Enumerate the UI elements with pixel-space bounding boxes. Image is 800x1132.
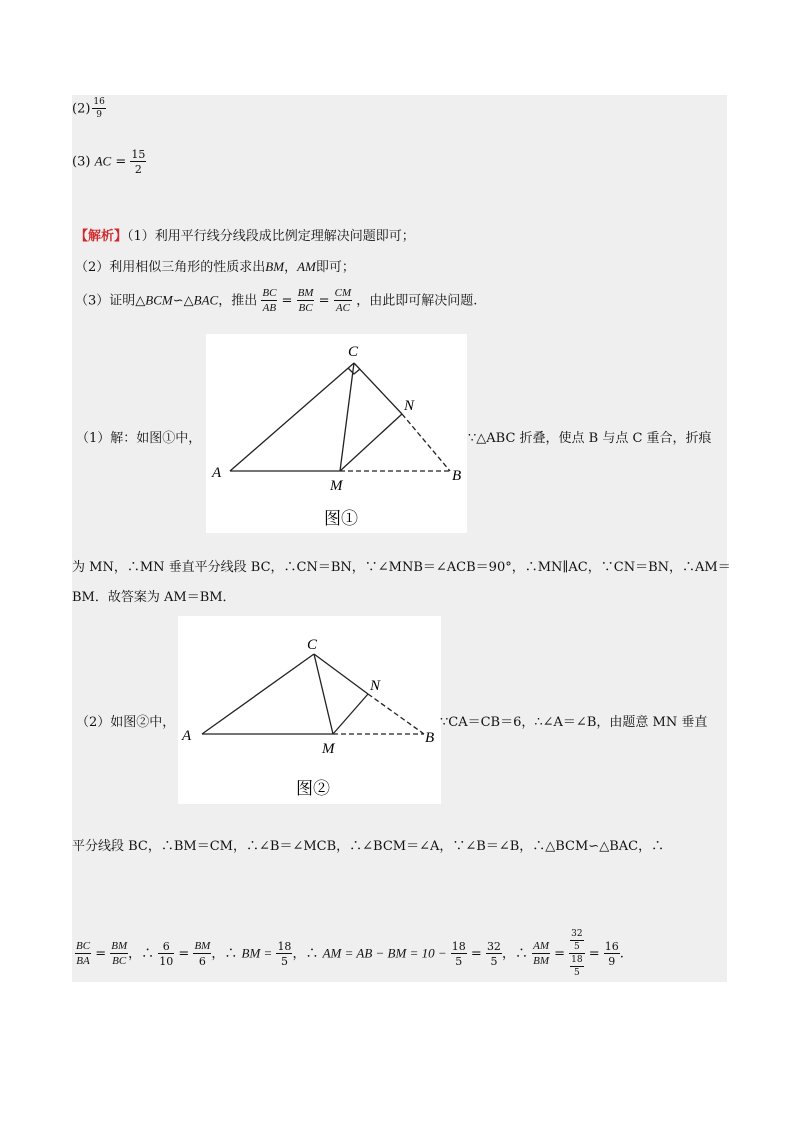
fraction-numerator: 16 [604, 940, 619, 953]
fraction-numerator: CM [334, 287, 352, 299]
fraction-numerator: 18 [277, 940, 292, 953]
period: . [619, 946, 624, 962]
point-label-c: C [307, 637, 318, 653]
solution-text: （1）解：如图①中， [76, 431, 202, 446]
answer-3-lhs: AC [94, 153, 112, 169]
solution-1-cont [468, 430, 712, 448]
analysis-text: ，推出 [218, 293, 258, 309]
figure-1-diagram [206, 334, 467, 533]
solution-1-line-2 [72, 559, 731, 577]
point-label-a: A [212, 465, 222, 481]
solution-1-lead [76, 430, 201, 448]
figure-1 [206, 334, 467, 533]
analysis-text: 即可； [315, 260, 355, 275]
therefore-sep: ，∴ [292, 946, 319, 962]
am-value [486, 941, 502, 967]
fraction-numerator: 18 [571, 955, 583, 965]
segment-ac [230, 363, 354, 471]
analysis-line-3: （3）证明△BCM∽△BAC，推出 $\frac{BC}{AB}$ = $\frac{BM}{BC}$ = $\frac{CM}{AC}$ ，由此即可解决问题. [75, 287, 478, 314]
am-equation-lhs: AM = AB − BM = 10 − [322, 945, 447, 961]
fraction-numerator: AM [533, 940, 549, 952]
answer-2 [72, 98, 106, 120]
am-subtrahend [451, 941, 467, 967]
solution-text: ∵CA＝CB＝6，∴∠A＝∠B，由题意 MN 垂直 [440, 715, 708, 730]
fraction-numerator: BM [111, 940, 128, 952]
fraction-numerator: BM [194, 940, 211, 952]
segment-cm [340, 363, 354, 471]
fraction-denominator: 10 [159, 955, 174, 968]
fraction-numerator: 6 [158, 941, 174, 954]
compound-denominator [569, 954, 584, 978]
comma: ， [284, 260, 298, 275]
fraction-numerator: BM [297, 287, 314, 299]
answer-3-fraction [130, 149, 146, 175]
fraction-denominator: 6 [198, 955, 206, 968]
fraction-denominator: AB [262, 302, 277, 314]
triangle-bcm: BCM [145, 292, 173, 308]
solution-2-lead [76, 714, 175, 732]
var-bm: BM [265, 259, 285, 274]
ratio-cm-ac [334, 288, 353, 314]
fraction-denominator: BM [533, 955, 549, 967]
point-label-m: M [330, 478, 343, 494]
fraction-numerator: 18 [451, 940, 466, 953]
analysis-tag: 【解析】 [75, 229, 128, 244]
segment-ac [202, 654, 314, 734]
fraction-denominator: 9 [96, 110, 103, 120]
point-label-a: A [182, 728, 192, 744]
solution-text: BM．故答案为 AM＝BM． [72, 590, 236, 605]
point-label-n: N [370, 678, 381, 694]
fraction-denominator: BA [76, 955, 90, 967]
solution-2-equations: $\frac{BC}{BA}$ = $\frac{BM}{BC}$ ，∴ $\frac{6}{10}$ = $\frac{BM}{6}$ ，∴ BM = $\frac{18}{5}$ ，∴ AM = AB − BM = 10 − $\frac{18}{5}$ = $\frac{32}{5}$ ，∴ $\frac{AM}{BM}$ = $\frac{\frac{32}{5}}{\frac{18}{5}}$ = $\frac{16}{9}$ . [76, 929, 624, 978]
answer-3-label: (3) [72, 154, 91, 170]
analysis-text: （2）利用相似三角形的性质求出 [75, 260, 266, 275]
bm-value [276, 941, 292, 967]
bm-equation-lhs: BM = [241, 945, 273, 961]
fraction-18-5 [570, 956, 583, 978]
ratio-bc-ab [261, 288, 277, 314]
therefore-sep: ，∴ [128, 946, 155, 962]
ratio-bc-ba [75, 941, 91, 967]
fraction-denominator: 5 [574, 968, 580, 978]
solution-2-line-2 [72, 838, 664, 856]
segment-cn [354, 363, 402, 414]
fraction-numerator: 16 [93, 97, 105, 107]
fraction-denominator: 5 [574, 942, 580, 952]
fraction-denominator: 5 [280, 955, 288, 968]
segment-mn [340, 414, 402, 471]
analysis-text: ，由此即可解决问题. [356, 293, 478, 309]
similar-symbol: ∽△ [172, 293, 194, 309]
ratio-bm-bc [110, 941, 128, 967]
answer-2-fraction [92, 98, 105, 120]
point-label-b: B [425, 730, 435, 746]
fraction-denominator: 2 [134, 163, 142, 176]
triangle-bac: BAC [193, 292, 219, 308]
figure-1-caption: 图① [324, 509, 358, 528]
compound-numerator [569, 930, 584, 954]
segment-mn [333, 694, 368, 734]
segment-nb-dashed [402, 414, 450, 471]
ratio-bm-bc [297, 288, 315, 314]
fraction-denominator: 5 [455, 955, 463, 968]
fraction-numerator: 32 [486, 940, 501, 953]
figure-2-diagram [178, 616, 441, 804]
figure-2 [178, 616, 441, 804]
analysis-text: （3）证明△ [75, 293, 146, 309]
ratio-am-bm [532, 941, 550, 967]
fraction-numerator: 32 [571, 929, 583, 939]
answer-2-label: (2) [72, 101, 91, 117]
solution-2-cont [440, 714, 707, 732]
solution-text: ∵△ABC 折叠，使点 B 与点 C 重合，折痕 [468, 431, 712, 446]
point-label-c: C [348, 344, 359, 360]
analysis-line-1 [75, 228, 415, 246]
analysis-line-2 [75, 258, 355, 277]
solution-text: （2）如图②中， [76, 715, 176, 730]
fraction-denominator: 9 [608, 955, 616, 968]
analysis-point-1: （1）利用平行线分线段成比例定理解决问题即可； [127, 229, 415, 244]
solution-1-line-3 [72, 589, 236, 607]
point-label-b: B [452, 468, 462, 484]
fraction-denominator: BC [112, 955, 127, 967]
ratio-result [604, 941, 620, 967]
fraction-denominator: BC [298, 302, 313, 314]
fraction-numerator: BC [76, 940, 91, 952]
point-label-m: M [322, 741, 335, 757]
point-label-n: N [404, 398, 415, 414]
fraction-denominator: 5 [490, 955, 498, 968]
solution-text: 为 MN，∴MN 垂直平分线段 BC，∴CN＝BN，∵∠MNB＝∠ACB＝90°，∴MN∥AC，∵CN＝BN，∴AM＝ [72, 560, 731, 575]
therefore-sep: ，∴ [501, 946, 528, 962]
segment-nb-dashed [368, 694, 424, 734]
ratio-6-10 [158, 941, 174, 967]
fraction-32-5 [570, 930, 583, 952]
answer-3 [72, 149, 146, 175]
solution-text: 平分线段 BC，∴BM＝CM，∴∠B＝∠MCB，∴∠BCM＝∠A，∵∠B＝∠B，∴△BCM∽△BAC，∴ [72, 839, 665, 854]
figure-2-caption: 图② [296, 779, 330, 798]
var-am: AM [297, 259, 316, 274]
therefore-sep: ，∴ [211, 946, 238, 962]
fraction-numerator: BC [262, 287, 277, 299]
right-angle-mark [348, 368, 360, 374]
fraction-numerator: 15 [131, 148, 146, 161]
ratio-bm-6 [193, 941, 211, 967]
compound-fraction [569, 930, 584, 978]
equals-sign: = [115, 154, 127, 170]
fraction-denominator: AC [335, 302, 350, 314]
